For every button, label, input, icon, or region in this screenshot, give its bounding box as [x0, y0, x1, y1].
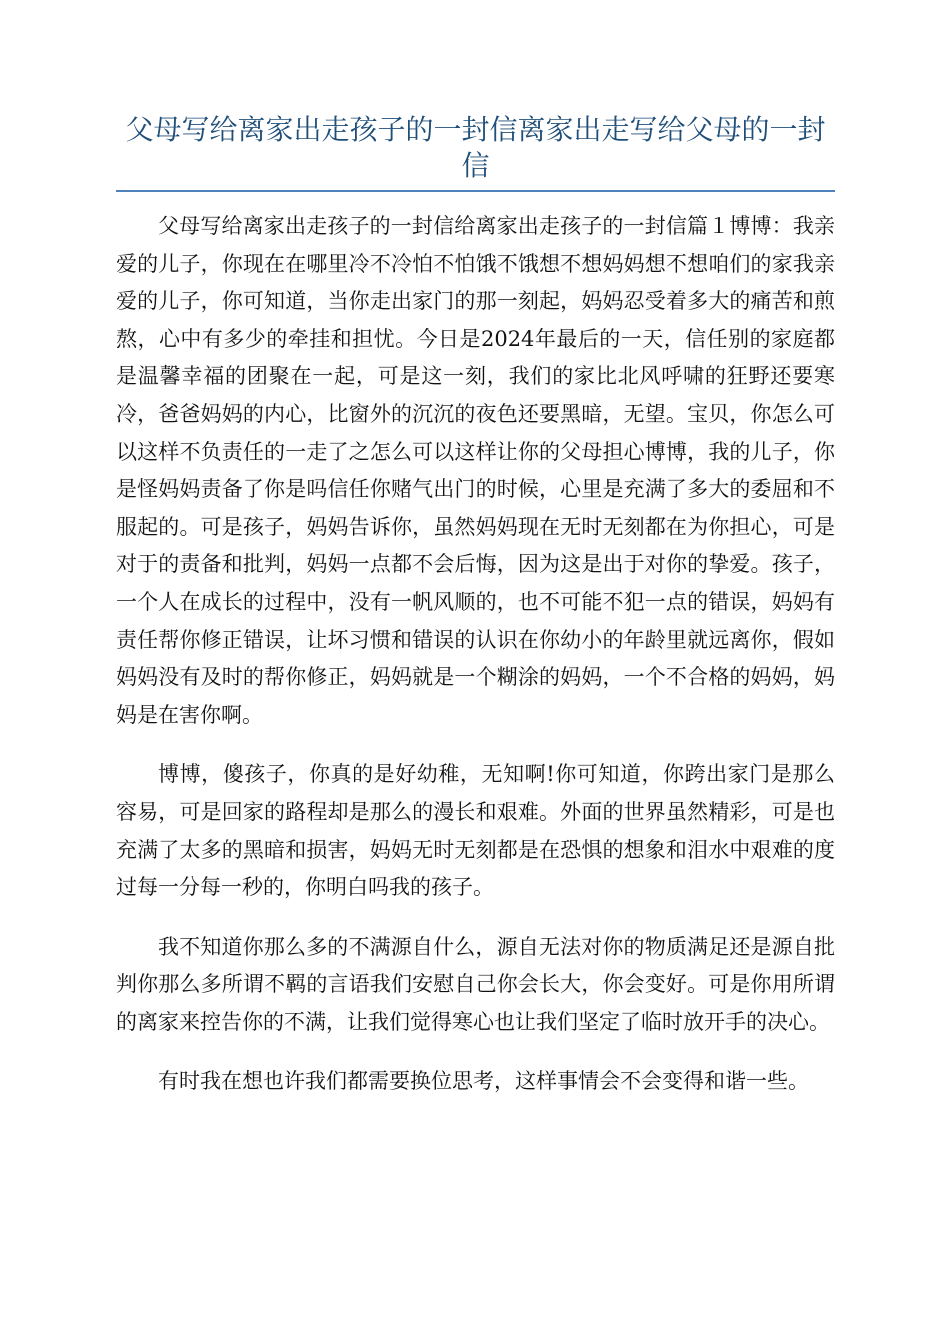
paragraph: 我不知道你那么多的不满源自什么，源自无法对你的物质满足还是源自批判你那么多所谓不羁的言语我们安慰自己你会长大，你会变好。可是你用所谓的离家来控告你的不满，让我们觉得寒心也让我们坚定了临时放开手的决心。	[116, 934, 835, 1034]
document-title: 父母写给离家出走孩子的一封信离家出走写给父母的一封信	[125, 113, 826, 182]
paragraph: 博博，傻孩子，你真的是好幼稚，无知啊!你可知道，你跨出家门是那么容易，可是回家的路程却是那么的漫长和艰难。外面的世界虽然精彩，可是也充满了太多的黑暗和损害，妈妈无时无刻都是在恐惧的想象和泪水中艰难的度过每一分每一秒的，你明白吗我的孩子。	[116, 762, 835, 900]
paragraph: 父母写给离家出走孩子的一封信给离家出走孩子的一封信篇１博博：我亲爱的儿子，你现在在哪里冷不冷怕不怕饿不饿想不想妈妈想不想咱们的家我亲爱的儿子，你可知道，当你走出家门的那一刻起，妈妈忍受着多大的痛苦和煎熬，心中有多少的牵挂和担忧。今日是2024年最后的一天，信任别的家庭都是温馨幸福的团聚在一起，可是这一刻，我们的家比北风呼啸的狂野还要寒冷，爸爸妈妈的内心，比窗外的沉沉的夜色还要黑暗，无望。宝贝，你怎么可以这样不负责任的一走了之怎么可以这样让你的父母担心博博，我的儿子，你是怪妈妈责备了你是吗信任你赌气出门的时候，心里是充满了多大的委屈和不服起的。可是孩子，妈妈告诉你，虽然妈妈现在无时无刻都在为你担心，可是对于的责备和批判，妈妈一点都不会后悔，因为这是出于对你的挚爱。孩子，一个人在成长的过程中，没有一帆风顺的，也不可能不犯一点的错误，妈妈有责任帮你修正错误，让坏习惯和错误的认识在你幼小的年龄里就远离你，假如妈妈没有及时的帮你修正，妈妈就是一个糊涂的妈妈，一个不合格的妈妈，妈妈是在害你啊。	[116, 214, 835, 727]
title-underline	[116, 190, 835, 192]
document-body	[116, 208, 835, 1101]
paragraph: 有时我在想也许我们都需要换位思考，这样事情会不会变得和谐一些。	[158, 1069, 809, 1094]
